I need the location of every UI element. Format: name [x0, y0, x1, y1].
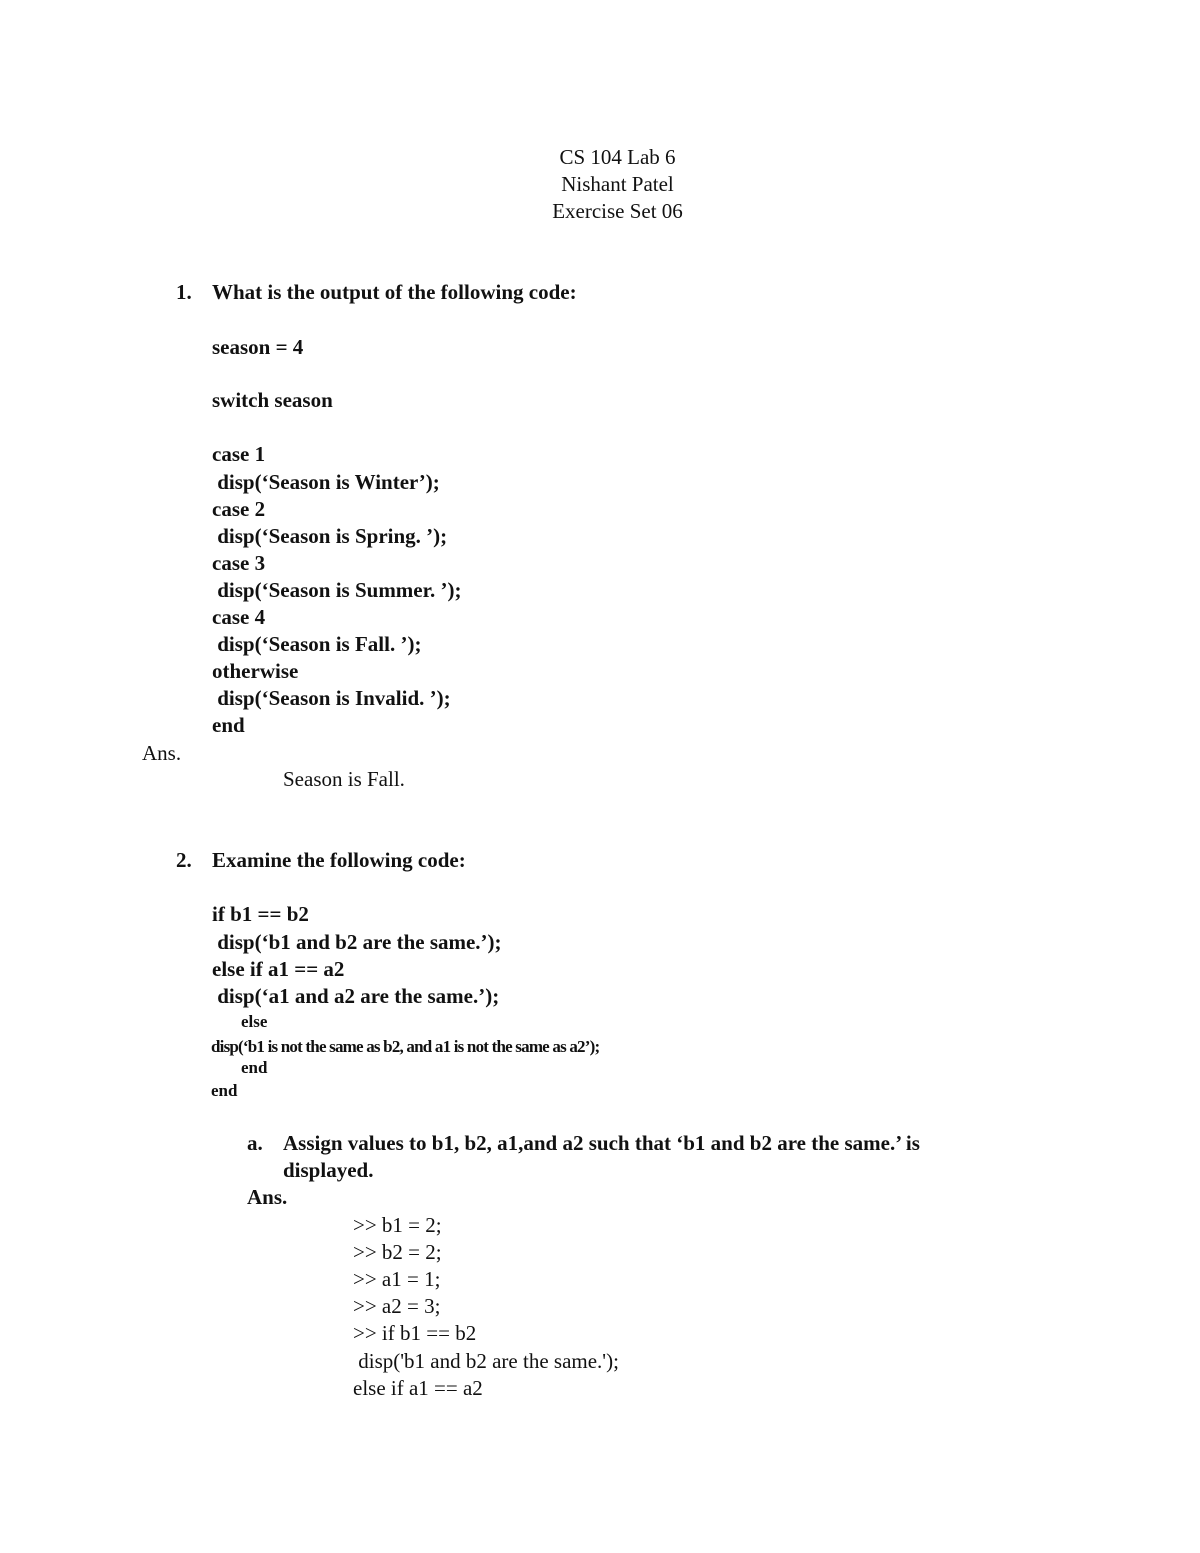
q1-answer: Season is Fall.: [283, 767, 405, 791]
q2-code-line: end: [241, 1058, 268, 1077]
q1-code-line: case 2: [212, 497, 266, 521]
q1-code-line: disp(‘Season is Summer. ’);: [212, 578, 462, 602]
q2a-answer-line: >> b1 = 2;: [353, 1213, 442, 1237]
q2a-answer-line: >> if b1 == b2: [353, 1321, 477, 1345]
q1-code-line: season = 4: [212, 335, 304, 359]
q2-code-line: else: [241, 1012, 268, 1031]
q1-code-line: switch season: [212, 388, 333, 412]
q2-code-line: disp(‘b1 and b2 are the same.’);: [212, 930, 502, 954]
q2-number: 2.: [176, 848, 192, 872]
q1-ans-label: Ans.: [142, 741, 182, 765]
q2a-answer-line: else if a1 == a2: [353, 1376, 483, 1400]
exercise-set-title: Exercise Set 06: [552, 199, 683, 223]
q2a-answer-line: disp('b1 and b2 are the same.');: [353, 1349, 619, 1373]
course-title: CS 104 Lab 6: [559, 145, 676, 169]
q2-code-line: end: [211, 1081, 238, 1100]
q1-code-line: disp(‘Season is Invalid. ’);: [212, 686, 451, 710]
q1-code-line: disp(‘Season is Winter’);: [212, 470, 440, 494]
q1-code-line: disp(‘Season is Spring. ’);: [212, 524, 448, 548]
q1-code-line: case 3: [212, 551, 266, 575]
q2-code-line: disp(‘a1 and a2 are the same.’);: [212, 984, 500, 1008]
q2-prompt: Examine the following code:: [212, 848, 466, 872]
q2a-letter: a.: [247, 1131, 263, 1155]
q1-code-line: end: [212, 713, 245, 737]
q2a-ans-label: Ans.: [247, 1185, 288, 1209]
q1-number: 1.: [176, 280, 192, 304]
q2-code-line: disp(‘b1 is not the same as b2, and a1 is not the same as a2’);: [211, 1037, 600, 1056]
author-name: Nishant Patel: [561, 172, 674, 196]
q2a-answer-line: >> b2 = 2;: [353, 1240, 442, 1264]
q1-code-line: case 4: [212, 605, 266, 629]
q2a-answer-line: >> a2 = 3;: [353, 1294, 441, 1318]
q2a-prompt-line: displayed.: [283, 1158, 374, 1182]
q1-code-line: disp(‘Season is Fall. ’);: [212, 632, 422, 656]
q2a-prompt-line: Assign values to b1, b2, a1,and a2 such that ‘b1 and b2 are the same.’ is: [283, 1131, 920, 1155]
q1-prompt: What is the output of the following code:: [212, 280, 577, 304]
q2a-answer-line: >> a1 = 1;: [353, 1267, 441, 1291]
q2-code-line: if b1 == b2: [212, 902, 309, 926]
q1-code-line: case 1: [212, 442, 266, 466]
q2-code-line: else if a1 == a2: [212, 957, 345, 981]
q1-code-line: otherwise: [212, 659, 299, 683]
